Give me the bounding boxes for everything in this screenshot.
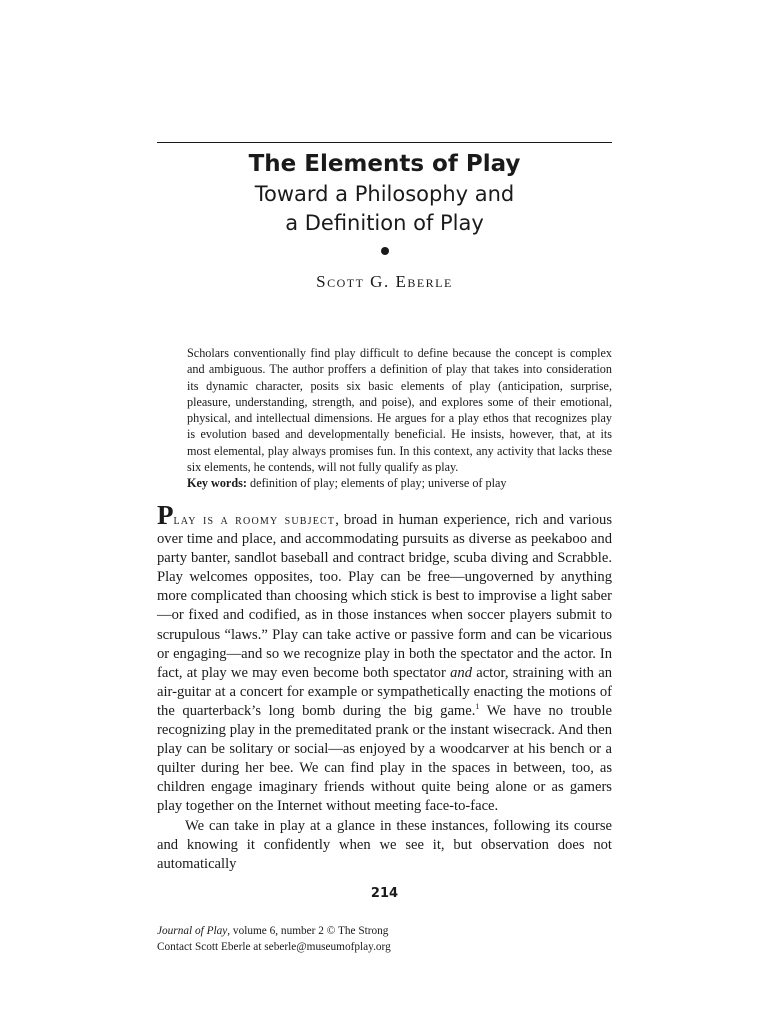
article-subtitle-line1: Toward a Philosophy and [254,182,515,206]
article-subtitle-line2: a Definition of Play [285,211,484,235]
body-paragraph-2: We can take in play at a glance in these instances, following its course and knowing it confidently when we see it, but observation does not automatically [157,817,612,872]
abstract [187,345,612,492]
page-number: 214 [370,886,399,901]
author-name: Scott G. Eberle [316,272,453,291]
article-title: The Elements of Play [248,151,521,177]
body-text [157,500,612,874]
journal-name: Journal of Play [157,925,228,937]
drop-cap: P [157,500,174,530]
keywords: definition of play; elements of play; universe of play [249,476,507,491]
page-footer [157,923,612,955]
paragraph-1-part-1: , broad in human experience, rich and various over time and place, and accommodating pursuits as diverse as peekaboo and party banter, sandlot baseball and contract bridge, scuba diving and Scrabble. Play welcomes opposites, too. Play can be free—ungoverned by anything more complicated than choosing which stick is best to improvise a light saber—or fixed and codified, as in those instances when soccer players submit to scrupulous “laws.” Play can take active or passive form and can be vicarious or engaging—and so we recognize play in both the spectator and the actor. In fact, at play we may even become both spectator [157,512,612,681]
title-block [157,148,612,255]
paragraph-1-part-2: actor, straining with an air-guitar at a concert for example or sympathetically enacting the motions of the quarterback’s long bomb during the big game. [157,664,612,719]
body-paragraph-1 [157,500,612,817]
header-rule [157,142,612,143]
footnote-reference[interactable]: 1 [475,702,480,712]
journal-citation: , volume 6, number 2 © The Strong [227,925,389,937]
italic-emphasis: and [450,664,472,681]
abstract-text: Scholars conventionally find play difficult to define because the concept is complex and ambiguous. The author proffers a definition of play that takes into consideration its dynamic character, posits six basic elements of play (anticipation, surprise, pleasure, understanding, strength, and poise), and explores some of their emotional, physical, and intellectual dimensions. He argues for a play ethos that recognizes play is evolution based and developmentally beneficial. He insists, however, that, at its most elemental, play always promises fun. In this context, any activity that lacks these six elements, he contends, will not fully qualify as play. [187,346,612,475]
footer-citation [157,923,612,939]
paragraph-1-part-3: We have no trouble recognizing play in the premeditated prank or the instant wisecrack. And then play can be solitary or social—as enjoyed by a woodcarver at his bench or a quilter during her bee. We can find play in the spaces in between, too, as children engage imaginary friends without quite being alone or as gamers play together on the Internet without meeting face-to-face. [157,702,612,815]
lead-in-smallcaps: lay is a roomy subject [173,512,336,528]
keywords-label: Key words: [187,476,247,491]
title-bullet-ornament [381,247,389,255]
footer-contact: Contact Scott Eberle at seberle@museumofplay.org [157,941,391,953]
